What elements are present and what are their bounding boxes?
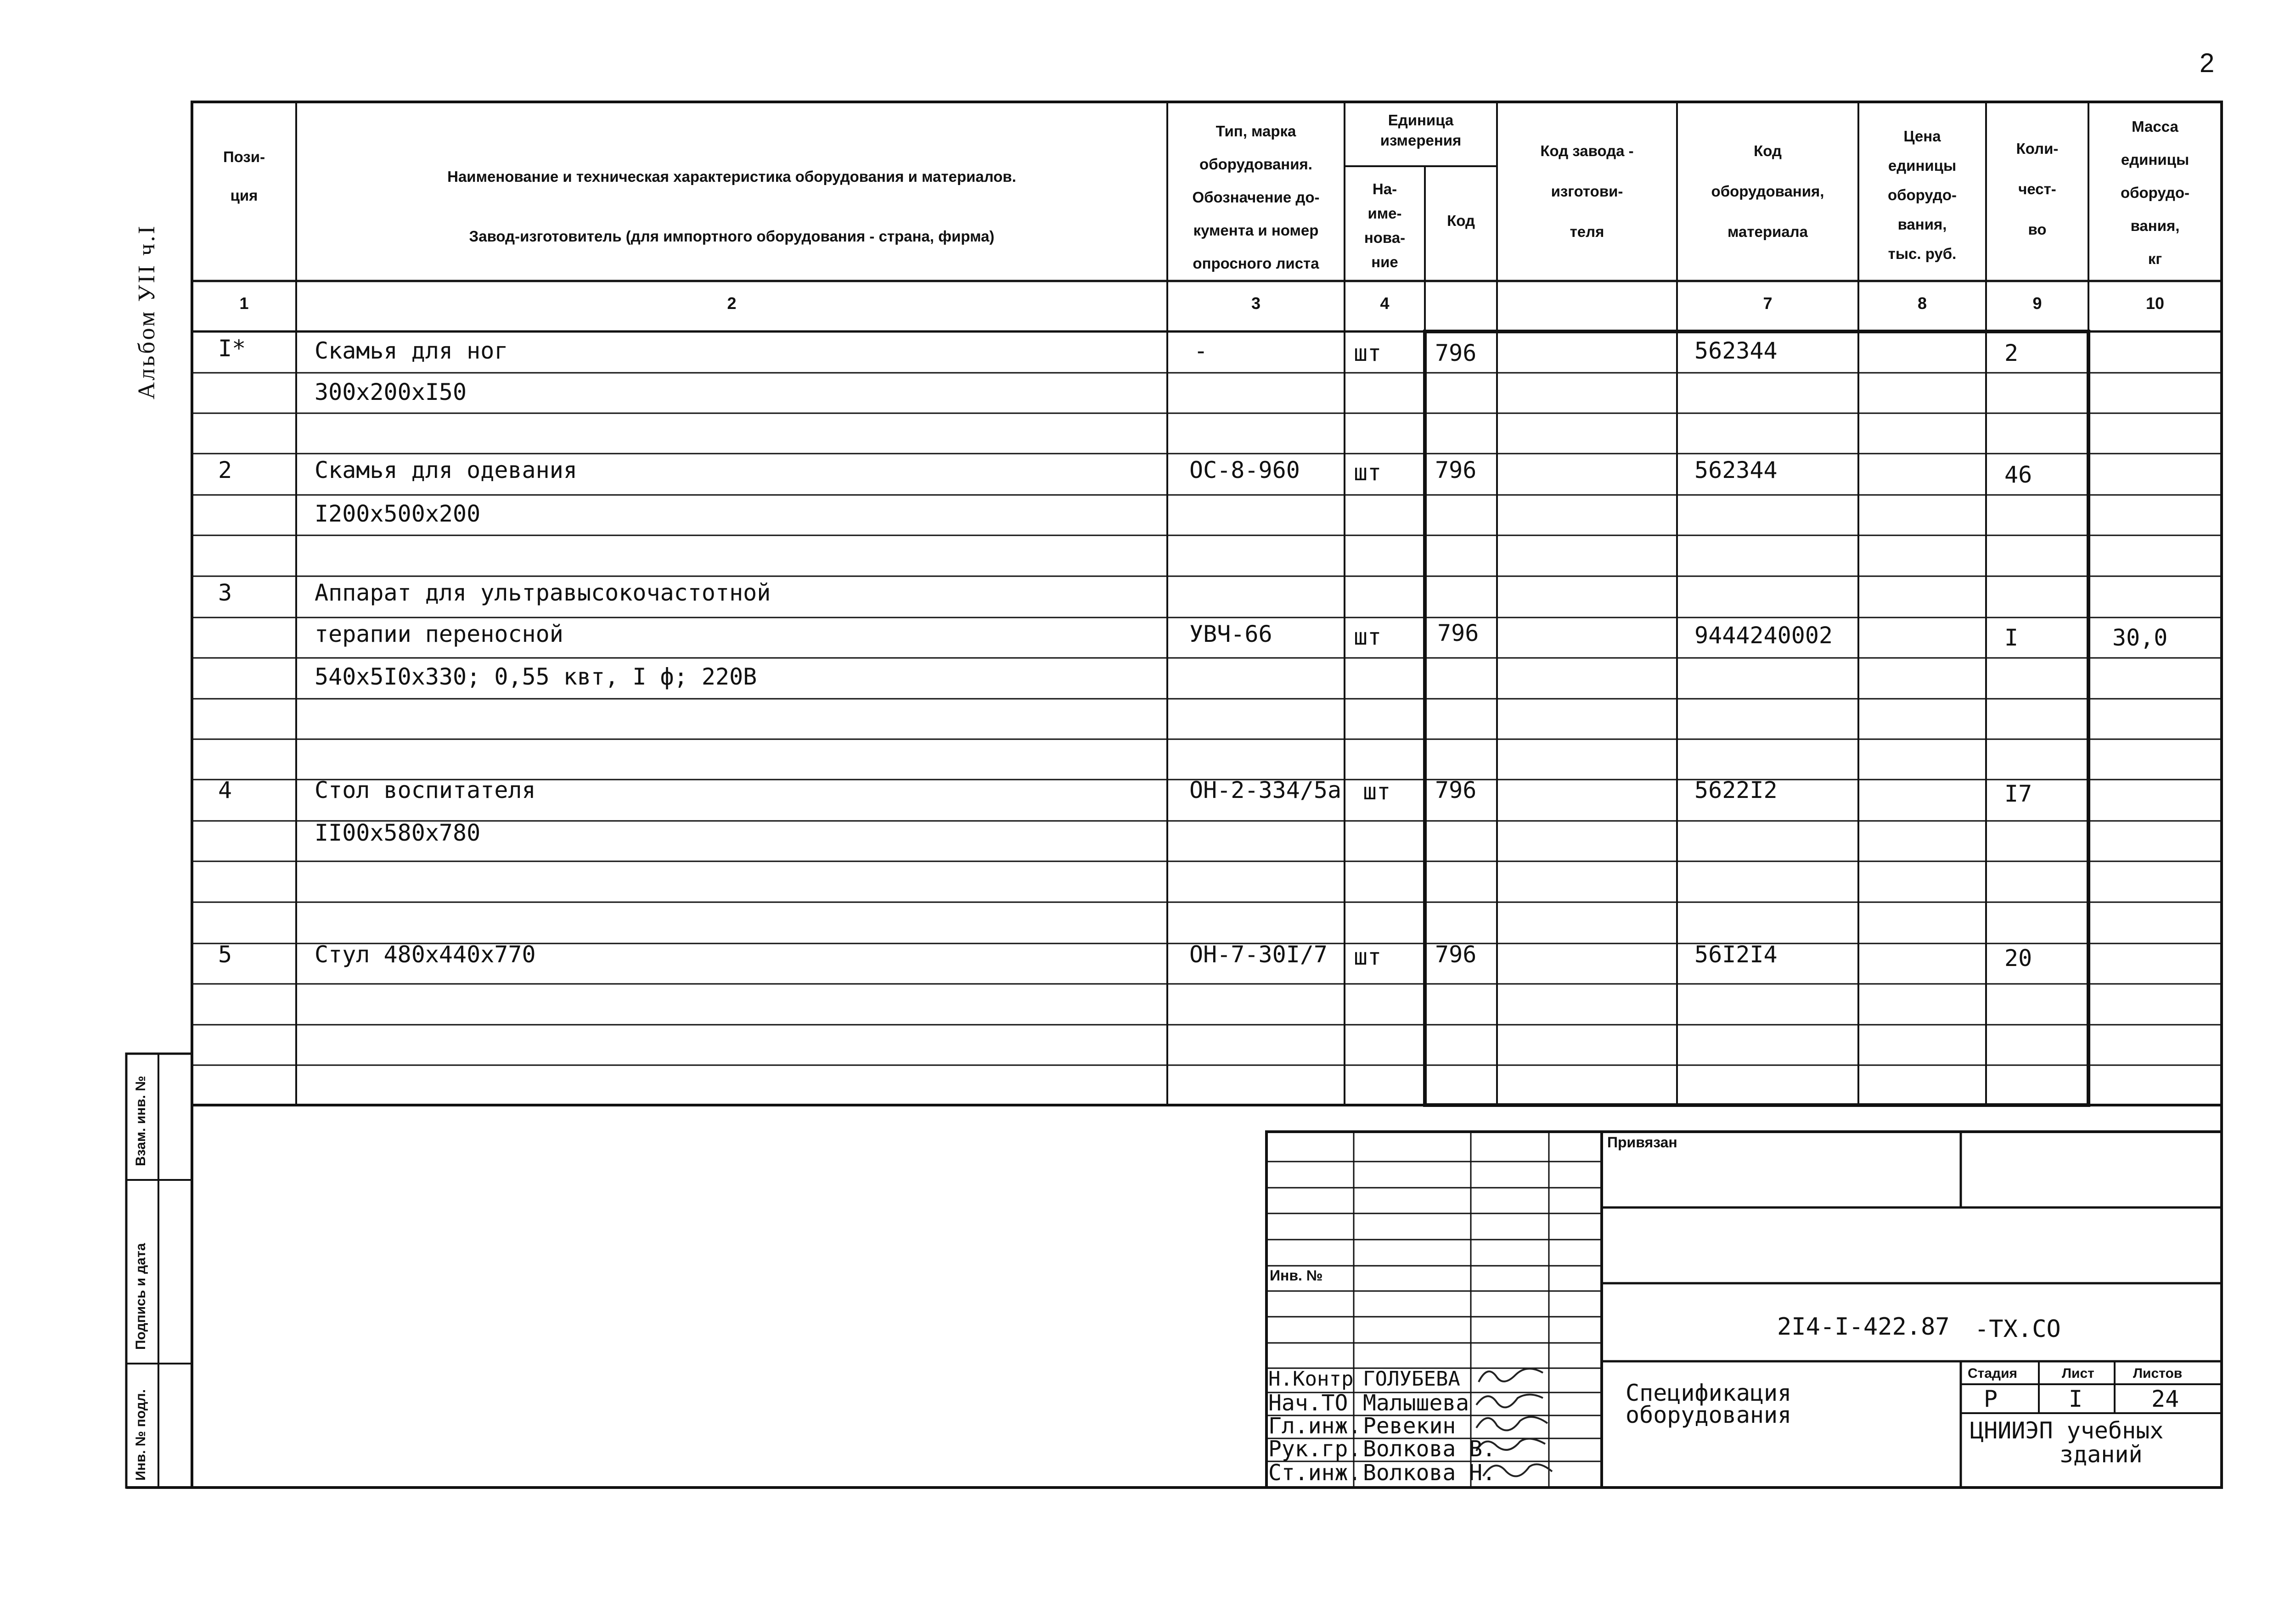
table-row-name: терапии переносной: [315, 621, 563, 647]
table-row-mat: 562344: [1694, 457, 1778, 483]
table-row-name: Аппарат для ультравысокочастотной: [315, 579, 771, 606]
table-row-name: Скамья для одевания: [315, 457, 577, 483]
table-row-qty: 2: [2004, 340, 2019, 366]
replace-inv-label: Взам. инв. №: [133, 1076, 148, 1166]
organization: ЦНИИЭП учебных зданий: [1970, 1417, 2164, 1468]
table-row-type: -: [1194, 337, 1208, 364]
col-number: 1: [239, 294, 249, 313]
table-row-qty: I7: [2004, 780, 2032, 807]
signer-role: Рук.гр.: [1268, 1436, 1362, 1462]
table-row-name: Скамья для ног: [315, 337, 508, 364]
table-row-mat: 56I2I4: [1694, 941, 1778, 968]
table-row-pos: 3: [218, 579, 232, 606]
table-row-type: ОС-8-960: [1189, 457, 1300, 483]
header-col8: Цена единицы оборудо- вания, тыс. руб.: [1887, 128, 1957, 262]
sign-date-label: Подпись и дата: [133, 1243, 148, 1350]
table-row-unit: шт: [1354, 340, 1382, 366]
signer-name: Малышева: [1363, 1390, 1469, 1416]
table-row-mat: 562344: [1694, 337, 1778, 364]
header-col3: Тип, марка оборудования. Обозначение до- кумента и номер опросного листа: [1192, 123, 1320, 272]
header-col4: На- име- нова- ние: [1364, 180, 1406, 270]
privyazan-label: Привязан: [1607, 1134, 1677, 1151]
signer-name: Волкова В.: [1363, 1436, 1496, 1462]
signer-name: Волкова Н.: [1363, 1460, 1496, 1486]
table-row-pos: I*: [218, 335, 246, 362]
signer-name: Ревекин: [1363, 1413, 1456, 1439]
header-col6: Код завода - изготови- теля: [1540, 142, 1634, 240]
table-row-qty: 20: [2004, 945, 2032, 971]
header-col9: Коли- чест- во: [2016, 140, 2059, 238]
table-row-name: I200x500x200: [315, 500, 481, 527]
sheets-label: Листов: [2133, 1366, 2183, 1381]
table-row-type: УВЧ-66: [1189, 621, 1272, 647]
col-number: 10: [2145, 294, 2165, 313]
table-row-unit: шт: [1354, 459, 1382, 486]
table-row-name: 300x200xI50: [315, 379, 467, 405]
col-number: 4: [1380, 294, 1390, 313]
table-row-code: 796: [1435, 457, 1477, 483]
col-number: 9: [2032, 294, 2042, 313]
table-row-type: ОН-2-334/5а: [1189, 777, 1342, 803]
inv-original-label: Инв. № подл.: [133, 1389, 148, 1481]
header-col7: Код оборудования, материала: [1711, 142, 1824, 240]
table-row-unit: шт: [1354, 623, 1382, 650]
col-number: 3: [1251, 294, 1261, 313]
table-row-pos: 4: [218, 777, 232, 803]
sheets-value: 24: [2151, 1386, 2179, 1412]
table-row-code: 796: [1435, 340, 1477, 366]
table-row-name: Стул 480x440x770: [315, 941, 536, 968]
doc-suffix: -ТХ.СО: [1975, 1315, 2061, 1343]
page-number: 2: [2200, 48, 2215, 78]
table-row-code: 796: [1435, 941, 1477, 968]
header-col10: Масса единицы оборудо- вания, кг: [2120, 118, 2190, 267]
header-unit: Единица измерения: [1380, 112, 1462, 149]
signer-role: Н.Контр: [1268, 1367, 1354, 1391]
table-row-type: ОН-7-30I/7: [1189, 941, 1328, 968]
stage-value: Р: [1984, 1386, 1998, 1412]
signer-role: Гл.инж.: [1268, 1413, 1362, 1439]
signer-role: Ст.инж.: [1268, 1460, 1362, 1486]
signer-role: Нач.ТО: [1268, 1390, 1348, 1416]
table-row-unit: шт: [1354, 943, 1382, 970]
sheet-value: I: [2069, 1386, 2083, 1412]
inv-no-label: Инв. №: [1270, 1267, 1323, 1284]
doc-code: 2I4-I-422.87: [1777, 1313, 1950, 1341]
stage-label: Стадия: [1968, 1366, 2018, 1381]
table-row-pos: 5: [218, 941, 232, 968]
table-row-name: 540x5I0x330; 0,55 квт, I ф; 220В: [315, 663, 757, 690]
signer-name: ГОЛУБЕВА: [1363, 1367, 1460, 1391]
table-row-qty: 46: [2004, 461, 2032, 488]
col-number: 7: [1763, 294, 1773, 313]
table-row-name: Стол воспитателя: [315, 777, 536, 803]
table-row-code: 796: [1435, 777, 1477, 803]
col-number: 8: [1917, 294, 1927, 313]
table-row-name: II00x580x780: [315, 820, 481, 846]
document-title: Спецификация оборудования: [1626, 1380, 1792, 1428]
table-row-code: 796: [1437, 620, 1479, 646]
header-col1: Пози- ция: [223, 148, 265, 204]
table-row-pos: 2: [218, 457, 232, 483]
album-label: Альбом УII ч.I: [134, 224, 160, 399]
header-col2: Наименование и техническая характеристика оборудования и материалов. Завод-изготовитель (для импортного оборудования - страна, фирма): [447, 168, 1016, 245]
table-row-qty: I: [2004, 624, 2019, 651]
table-row-unit: шт: [1363, 778, 1391, 805]
sheet-label: Лист: [2062, 1366, 2094, 1381]
col-number: 2: [727, 294, 737, 313]
table-row-mat: 9444240002: [1694, 622, 1833, 649]
table-row-mat: 5622I2: [1694, 777, 1778, 803]
table-row-mass: 30,0: [2112, 624, 2168, 651]
header-col5: Код: [1447, 212, 1475, 229]
